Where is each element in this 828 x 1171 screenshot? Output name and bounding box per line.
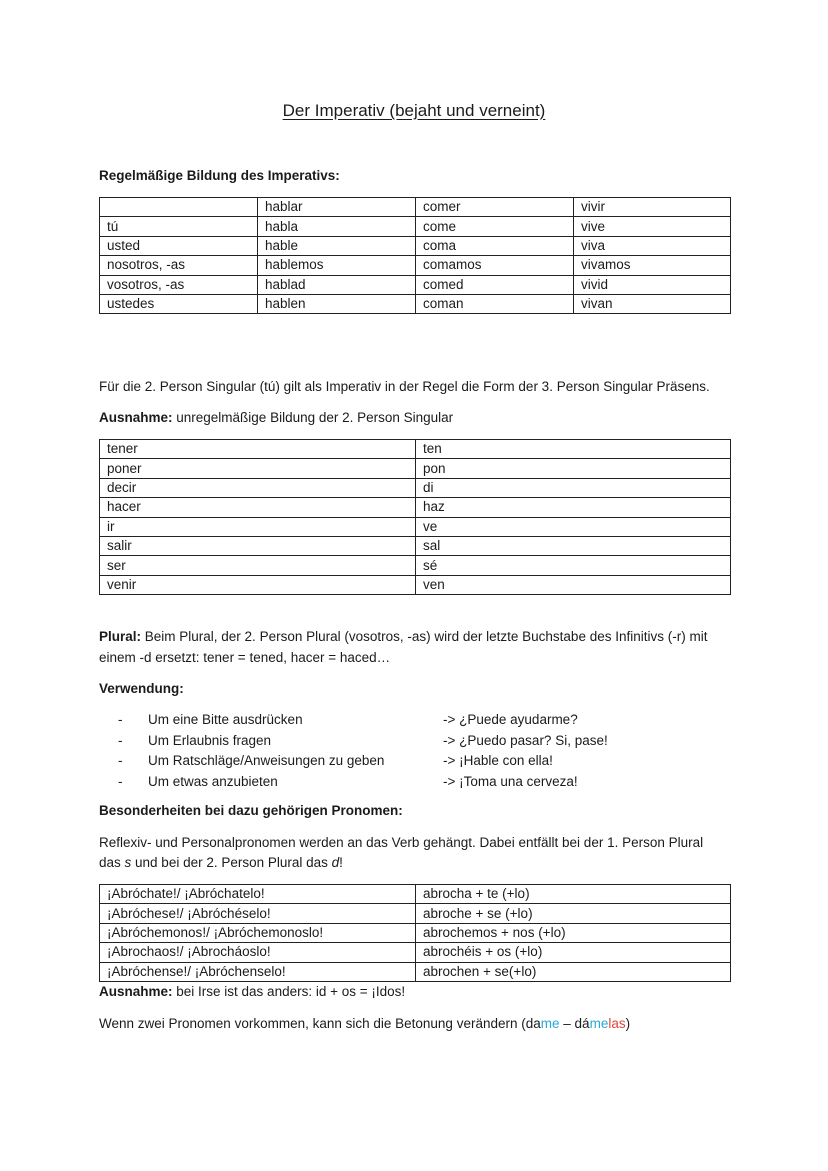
table-cell: ustedes (100, 294, 258, 313)
stress-close: ) (625, 1016, 631, 1031)
stress-example-pronoun: me (540, 1016, 560, 1031)
usage-label: Um eine Bitte ausdrücken (148, 712, 303, 727)
usage-label: Um etwas anzubieten (148, 773, 278, 789)
table-cell (100, 962, 416, 981)
table-cell: hablen (258, 294, 416, 313)
table-cell: coman (416, 294, 574, 313)
pronouns-paragraph-line2 (99, 853, 343, 873)
pron-example-a: ¡Abróchese (107, 905, 177, 921)
usage-heading: Verwendung: (99, 681, 184, 696)
stress-text: Wenn zwei Pronomen vorkommen, kann sich die Betonung verändern ( (99, 1016, 526, 1031)
table-cell: abrochen + se(+lo) (416, 962, 731, 981)
table-row (100, 256, 731, 275)
table-cell: vive (574, 217, 731, 236)
pronouns-heading: Besonderheiten bei dazu gehörigen Pronomen: (99, 803, 403, 818)
table-cell: comer (416, 198, 574, 217)
irregular-imperative-table (99, 439, 731, 595)
table-cell: salir (100, 536, 416, 555)
usage-example: -> ¡Toma una cerveza! (443, 773, 578, 789)
table-cell: ser (100, 556, 416, 575)
usage-example: -> ¡Hable con ella! (443, 753, 553, 768)
table-row (100, 923, 731, 942)
stress-example-stem: dá (574, 1016, 590, 1031)
table-cell: di (416, 478, 731, 497)
table-cell: hablar (258, 198, 416, 217)
table-cell: vivir (574, 198, 731, 217)
table-cell: vivan (574, 294, 731, 313)
pron-example-b: !/ ¡Abróchemonoslo! (202, 924, 324, 940)
table-cell: ven (416, 575, 731, 594)
plural-paragraph-line1 (99, 627, 707, 647)
list-item (118, 731, 728, 752)
table-cell: hacer (100, 498, 416, 517)
bullet-dash: - (118, 753, 123, 768)
plural-text: Beim Plural, der 2. Person Plural (vosotros, -as) wird der letzte Buchstabe des Infinitivs (-r) mit (141, 629, 708, 644)
table-row (100, 575, 731, 594)
table-cell: vivamos (574, 256, 731, 275)
exception-paragraph (99, 408, 453, 428)
bullet-dash: - (118, 732, 123, 748)
text-span: das (99, 855, 125, 870)
table-row (100, 885, 731, 904)
table-header-row (100, 198, 731, 217)
table-cell (100, 885, 416, 904)
bullet-dash: - (118, 712, 123, 727)
table-cell: hablad (258, 275, 416, 294)
pronoun-table (99, 884, 731, 982)
bullet-dash: - (118, 773, 123, 789)
exception-text: unregelmäßige Bildung der 2. Person Singular (172, 410, 454, 425)
irse-note (99, 982, 405, 1002)
table-cell: abrocha + te (+lo) (416, 885, 731, 904)
table-cell: decir (100, 478, 416, 497)
table-row (100, 517, 731, 536)
table-cell (100, 943, 416, 962)
stress-example-stem: da (525, 1016, 541, 1031)
table-cell: habla (258, 217, 416, 236)
table-cell: abrochemos + nos (+lo) (416, 923, 731, 942)
usage-list (118, 710, 728, 792)
pron-example-a: ¡Abrochaos (107, 944, 177, 960)
table-row (100, 217, 731, 236)
table-row (100, 459, 731, 478)
pron-example-a: ¡Abróchense (107, 963, 184, 979)
table-cell: abrochéis + os (+lo) (416, 943, 731, 962)
table-cell: tener (100, 440, 416, 459)
table-cell: vosotros, -as (100, 275, 258, 294)
stress-example-pronoun: las (608, 1016, 626, 1031)
pron-example-b: !/ ¡Abróchéselo! (176, 905, 271, 921)
irse-note-label: Ausnahme: (99, 984, 173, 999)
table-cell: coma (416, 236, 574, 255)
italic-s: s (124, 855, 132, 870)
table-cell: comed (416, 275, 574, 294)
table-row (100, 536, 731, 555)
table-row (100, 294, 731, 313)
table-cell: pon (416, 459, 731, 478)
regular-conjugation-table (99, 197, 731, 314)
page-title: Der Imperativ (bejaht und verneint) (282, 101, 546, 120)
table-cell: tú (100, 217, 258, 236)
regular-heading: Regelmäßige Bildung des Imperativs: (99, 168, 340, 183)
pron-example-b: !/ ¡Abrocháoslo! (176, 944, 271, 960)
table-cell: usted (100, 236, 258, 255)
table-cell: sal (416, 536, 731, 555)
table-row (100, 962, 731, 981)
table-cell: ir (100, 517, 416, 536)
pron-example-a: ¡Abróchate (107, 886, 174, 902)
text-span: ! (339, 855, 343, 870)
table-cell: nosotros, -as (100, 256, 258, 275)
irse-note-text: bei Irse ist das anders: id + os = ¡Idos! (172, 984, 406, 999)
table-cell (100, 923, 416, 942)
table-cell: hablemos (258, 256, 416, 275)
table-cell: haz (416, 498, 731, 517)
list-item (118, 710, 728, 731)
stress-separator: – (559, 1016, 575, 1031)
rule-paragraph: Für die 2. Person Singular (tú) gilt als Imperativ in der Regel die Form der 3. Person Singular Präsens. (99, 379, 710, 394)
table-cell: ve (416, 517, 731, 536)
table-row (100, 904, 731, 923)
plural-paragraph-line2: einem -d ersetzt: tener = tened, hacer = haced… (99, 650, 391, 665)
table-row (100, 236, 731, 255)
pronouns-paragraph-line1: Reflexiv- und Personalpronomen werden an das Verb gehängt. Dabei entfällt bei der 1. Person Plural (99, 835, 704, 850)
table-cell: comamos (416, 256, 574, 275)
usage-label: Um Erlaubnis fragen (148, 732, 272, 748)
italic-d: d (331, 855, 340, 870)
table-cell: hable (258, 236, 416, 255)
table-cell: vivid (574, 275, 731, 294)
table-row (100, 943, 731, 962)
table-cell (100, 198, 258, 217)
table-row (100, 440, 731, 459)
table-cell: venir (100, 575, 416, 594)
table-cell: come (416, 217, 574, 236)
exception-label: Ausnahme: (99, 410, 173, 425)
list-item (118, 751, 728, 772)
table-cell: viva (574, 236, 731, 255)
usage-label: Um Ratschläge/Anweisungen zu geben (148, 753, 385, 768)
table-cell: ten (416, 440, 731, 459)
pron-example-a: ¡Abróchemonos (107, 924, 203, 940)
usage-example: -> ¿Puede ayudarme? (443, 712, 578, 727)
table-row (100, 275, 731, 294)
stress-example-pronoun: me (589, 1016, 609, 1031)
pron-example-b: !/ ¡Abróchenselo! (183, 963, 286, 979)
table-row (100, 556, 731, 575)
plural-label: Plural: (99, 629, 142, 644)
usage-example: -> ¿Puedo pasar? Si, pase! (443, 732, 608, 748)
pron-example-b: !/ ¡Abróchatelo! (173, 886, 265, 902)
stress-paragraph (99, 1014, 630, 1034)
table-cell (100, 904, 416, 923)
list-item (118, 772, 728, 793)
table-cell: abroche + se (+lo) (416, 904, 731, 923)
table-cell: sé (416, 556, 731, 575)
table-cell: poner (100, 459, 416, 478)
text-span: und bei der 2. Person Plural das (131, 855, 332, 870)
table-row (100, 498, 731, 517)
table-row (100, 478, 731, 497)
